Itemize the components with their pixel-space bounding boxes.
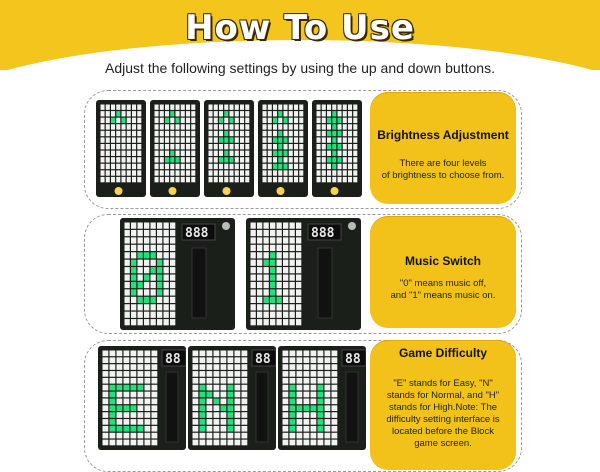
difficulty-panel [370, 340, 516, 470]
page-subtitle: Adjust the following settings by using the up and down buttons. [105, 60, 495, 76]
brightness-title: Brightness Adjustment [377, 128, 509, 142]
brightness-board-2 [150, 100, 200, 197]
brightness-board-3 [204, 100, 254, 197]
page-title: How To Use [185, 8, 415, 48]
difficulty-description: "E" stands for Easy, "N" stands for Normal, and "H" stands for High.Note: The difficulty setting interface is located before the Block game screen. [386, 378, 500, 449]
brightness-board-1 [96, 100, 146, 197]
brightness-board-4 [258, 100, 308, 197]
music-description: "0" means music off, and "1" means music on. [390, 278, 496, 301]
svg-text:88: 88 [345, 352, 361, 367]
svg-text:888: 888 [311, 226, 335, 241]
music-panel [370, 216, 516, 328]
music-title: Music Switch [404, 254, 481, 268]
brightness-board-5 [312, 100, 362, 197]
music-board-2 [246, 218, 361, 330]
svg-text:88: 88 [255, 352, 271, 367]
difficulty-board-2 [188, 346, 276, 450]
music-board-1 [120, 218, 235, 330]
brightness-panel [370, 92, 516, 204]
difficulty-board-1 [98, 346, 186, 450]
difficulty-title: Game Difficulty [398, 346, 488, 360]
brightness-description: There are four levels of brightness to choose from. [381, 158, 505, 181]
svg-text:88: 88 [165, 352, 181, 367]
svg-text:888: 888 [185, 226, 209, 241]
difficulty-board-3 [278, 346, 366, 450]
